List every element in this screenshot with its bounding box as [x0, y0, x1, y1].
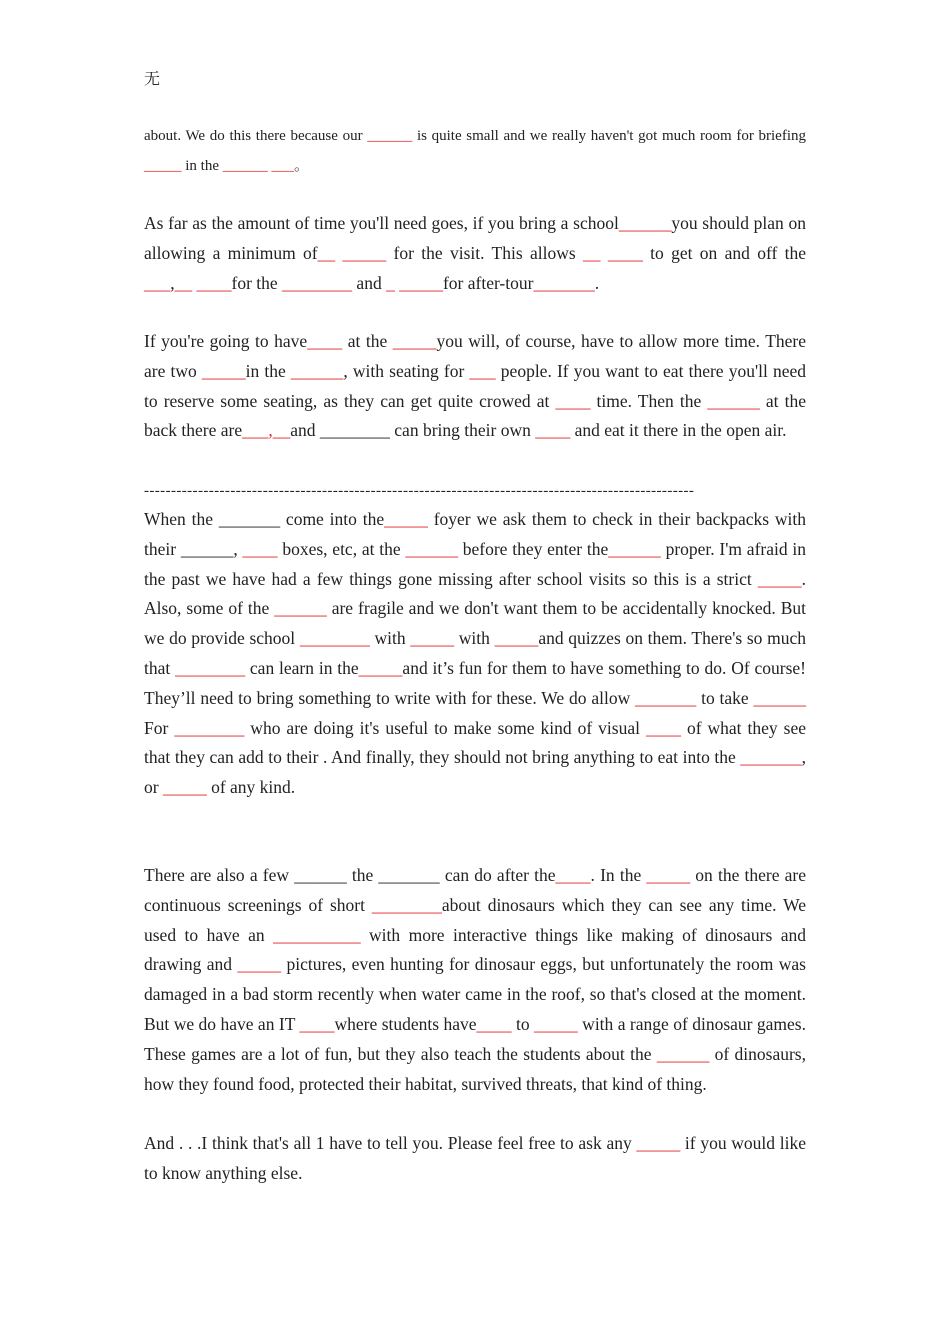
text-segment: is quite small and we really haven't got much room for briefing	[412, 128, 806, 144]
paragraph-after-tour-activities	[144, 861, 806, 1099]
answer-blank[interactable]: _____	[162, 777, 207, 798]
text-segment: and it’s fun for them to have something to do. Of course! They’ll need to bring something to write with for these. We do allow	[144, 657, 806, 708]
text-segment: can learn in the	[245, 657, 359, 678]
answer-blank[interactable]: ____	[535, 420, 571, 441]
text-segment: if you would like to know anything else.	[144, 1133, 806, 1183]
text-segment: on the there are continuous screenings of short	[144, 865, 807, 915]
answer-blank[interactable]: ______	[222, 158, 268, 174]
text-segment: ________	[319, 420, 390, 441]
answer-blank[interactable]: _____	[646, 865, 691, 885]
text-segment: , or	[144, 747, 806, 798]
answer-blank[interactable]: _____	[358, 657, 403, 678]
answer-blank[interactable]: _____	[757, 568, 802, 589]
text-segment: about dinosaurs which they can see any time. We used to have an	[144, 894, 807, 945]
text-segment: the	[346, 865, 379, 885]
answer-blank[interactable]: ________	[175, 657, 246, 678]
answer-blank[interactable]: ________	[174, 717, 245, 738]
answer-blank[interactable]: _______	[533, 272, 595, 293]
text-segment: .	[594, 272, 600, 293]
answer-blank[interactable]: _____	[392, 331, 437, 351]
text-segment: about. We do this there because our	[144, 128, 368, 144]
text-segment: and	[352, 272, 387, 293]
text-segment: in the	[181, 158, 223, 174]
text-segment: can bring their own	[389, 420, 536, 441]
text-segment: time. Then the	[590, 390, 708, 411]
answer-blank[interactable]: _____	[636, 1133, 681, 1153]
text-segment: you should plan on allowing a minimum of	[144, 213, 806, 263]
answer-blank[interactable]: ______	[656, 1043, 710, 1064]
answer-blank[interactable]: ___	[469, 360, 496, 381]
text-segment: ______	[180, 538, 234, 559]
answer-blank[interactable]: ___,__	[242, 420, 291, 441]
answer-blank[interactable]: ___	[144, 272, 171, 293]
answer-blank[interactable]: _____	[494, 628, 539, 649]
answer-blank[interactable]: ____	[555, 865, 591, 885]
text-segment: If you're going to have	[144, 331, 308, 351]
text-segment: proper. I'm afraid in the past we have had a few things gone missing after school visits so this is a strict	[144, 538, 807, 589]
answer-blank[interactable]: _______	[635, 687, 697, 708]
text-segment: and eat it there in the open air.	[570, 420, 787, 441]
text-segment: with a range of dinosaur games. These games are a lot of fun, but they also teach the students about the	[144, 1013, 806, 1064]
text-segment: at the	[342, 331, 393, 351]
answer-blank[interactable]: _	[386, 272, 395, 293]
text-segment: pictures, even hunting for dinosaur eggs, but unfortunately the room was damaged in a bad storm recently when water came in the roof, so that's closed at the moment. But we do have an IT	[144, 954, 806, 1034]
text-segment: you will, of course, have to allow more time. There are two	[144, 331, 807, 381]
answer-blank[interactable]: ___	[271, 158, 294, 174]
text-segment: of dinosaurs, how they found food, protected their habitat, survived threats, that kind of thing.	[144, 1043, 806, 1094]
text-segment: people. If you want to eat there you'll need to reserve some seating, as they can get quite crowed at	[144, 360, 806, 411]
text-segment: and quizzes on them. There's so much that	[144, 628, 806, 678]
answer-blank[interactable]: ______	[367, 128, 413, 144]
paragraph-time-needed	[144, 209, 806, 298]
paragraph-briefing	[144, 121, 806, 181]
paragraph-lunch-area	[144, 327, 806, 446]
text-segment: , with seating for	[343, 360, 470, 381]
answer-blank[interactable]: ______	[405, 538, 458, 559]
text-segment: are fragile and we don't want them to be accidentally knocked. But we do provide school	[144, 598, 806, 649]
answer-blank[interactable]: ____	[607, 242, 643, 263]
text-segment: 。	[294, 158, 310, 174]
paragraph-foyer-rules	[144, 505, 806, 803]
answer-blank[interactable]: ________	[371, 894, 442, 915]
answer-blank[interactable]: _____	[399, 272, 443, 293]
answer-blank[interactable]: ____	[242, 538, 278, 559]
text-segment: to	[511, 1013, 534, 1034]
text-segment: for the visit. This allows	[386, 242, 583, 263]
text-segment: _______	[378, 865, 440, 885]
answer-blank[interactable]: _____	[237, 954, 282, 975]
text-segment: in the	[245, 360, 291, 381]
text-segment: where students have	[334, 1013, 477, 1034]
answer-blank[interactable]: _____	[410, 628, 455, 649]
answer-blank[interactable]: __________	[273, 924, 361, 945]
text-segment: When the	[144, 509, 219, 529]
text-segment: foyer we ask them to check in their backpacks with their	[144, 509, 806, 559]
text-segment: with more interactive things like making of dinosaurs and drawing and	[144, 924, 806, 975]
page-header-title: 无	[144, 71, 161, 88]
text-segment: can do after the	[439, 865, 556, 885]
answer-blank[interactable]: ________	[299, 628, 370, 649]
text-segment: for the	[231, 272, 283, 293]
text-segment: before they enter the	[457, 538, 609, 559]
text-segment: ______	[294, 865, 347, 885]
answer-blank[interactable]: _____	[342, 242, 387, 263]
answer-blank[interactable]: ______	[618, 213, 672, 233]
text-segment: to get on and off the	[642, 242, 807, 263]
answer-blank[interactable]: _______	[740, 747, 802, 768]
text-segment: of what they see that they can add to their . And finally, they should not bring anything to eat into the	[144, 717, 807, 768]
text-segment: And . . .I think that's all 1 have to tell you. Please feel free to ask any	[144, 1133, 637, 1153]
text-segment: to take	[696, 687, 754, 708]
answer-blank[interactable]: ______	[753, 687, 806, 708]
text-segment: As far as the amount of time you'll need goes, if you bring a school	[144, 213, 619, 233]
answer-blank[interactable]: __	[174, 272, 193, 293]
answer-blank[interactable]: _____	[384, 509, 428, 529]
text-segment: There are also a few	[144, 865, 295, 885]
text-segment: ,	[170, 272, 175, 293]
answer-blank[interactable]: ____	[476, 1013, 512, 1034]
answer-blank[interactable]: _____	[534, 1013, 578, 1034]
answer-blank[interactable]: ______	[608, 538, 661, 559]
answer-blank[interactable]: ______	[707, 390, 760, 411]
text-segment: For	[144, 717, 175, 738]
answer-blank[interactable]: _____	[201, 360, 246, 381]
answer-blank[interactable]: __	[317, 242, 336, 263]
answer-blank[interactable]: __	[582, 242, 601, 263]
answer-blank[interactable]: ____	[645, 717, 681, 738]
text-segment	[600, 243, 607, 263]
text-segment: who are doing it's useful to make some kind of visual	[244, 717, 646, 738]
answer-blank[interactable]: ____	[299, 1013, 335, 1034]
text-segment: and	[290, 420, 320, 441]
text-segment: boxes, etc, at the	[277, 538, 406, 559]
text-segment: _______	[218, 509, 281, 529]
text-segment: . Also, some of the	[144, 568, 806, 619]
text-segment: come into the	[280, 509, 385, 529]
text-segment: at the back there are	[144, 390, 807, 441]
answer-blank[interactable]: ____	[307, 331, 343, 351]
text-segment: . In the	[590, 865, 647, 885]
answer-blank[interactable]: ______	[274, 598, 327, 619]
text-segment: of any kind.	[206, 777, 296, 798]
answer-blank[interactable]: ________	[282, 272, 353, 293]
answer-blank[interactable]: ____	[196, 272, 232, 293]
section-divider: ------------------------------------------------------------------------------------------------------	[144, 483, 695, 499]
paragraph-closing	[144, 1129, 806, 1189]
answer-blank[interactable]: ____	[555, 390, 591, 411]
text-segment: with	[454, 628, 495, 649]
answer-blank[interactable]: _____	[144, 158, 182, 174]
text-segment: for after-tour	[442, 272, 534, 293]
text-segment: ,	[233, 538, 243, 559]
text-segment: with	[369, 628, 411, 649]
answer-blank[interactable]: ______	[290, 360, 344, 381]
